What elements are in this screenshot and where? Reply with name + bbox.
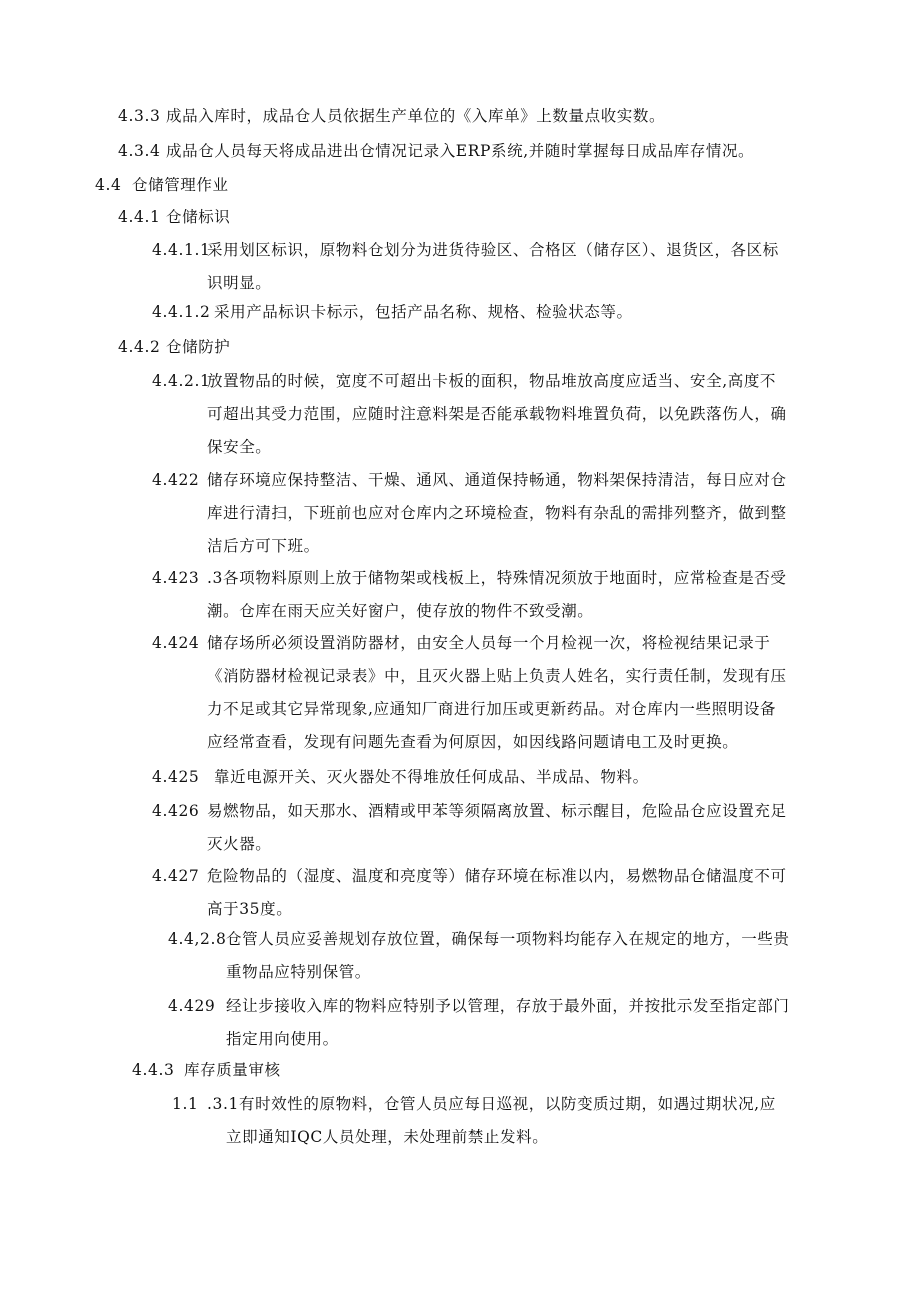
paragraph-text: 仓储标识 [166,208,231,226]
paragraph-text: 立即通知IQC人员处理，未处理前禁止发料。 [226,1128,549,1146]
section-number: 4.3.3 [118,107,161,125]
paragraph-text: 高于35度。 [207,900,293,918]
section-number: 4.4 [95,176,122,194]
paragraph-line [226,962,371,982]
paragraph-line [118,106,665,126]
paragraph-line [226,1029,339,1049]
section-number: 4.3.4 [118,142,161,160]
section-number: 4.4.1.2 [152,303,211,321]
paragraph-text: 指定用向使用。 [226,1030,339,1048]
paragraph-line [207,732,738,752]
paragraph-text: 仓管人员应妥善规划存放位置，确保每一项物料均能存入在规定的地方，一些贵 [226,930,790,948]
section-number: 4.4.1 [118,208,161,226]
paragraph-text: 重物品应特别保管。 [226,963,371,981]
paragraph-line [95,175,229,195]
paragraph-line [152,801,787,821]
section-number: 4.4.1.1 [152,241,211,259]
paragraph-text: 危险物品的（湿度、温度和亮度等）储存环境在标准以内，易燃物品仓储温度不可 [207,867,787,885]
paragraph-line [118,337,230,357]
paragraph-text: 成品入库时，成品仓人员依据生产单位的《入库单》上数量点收实数。 [166,107,666,125]
paragraph-line [152,240,779,260]
paragraph-text: 洁后方可下班。 [207,537,320,555]
section-number: 4.429 [168,997,216,1015]
paragraph-text: 保安全。 [207,438,272,456]
paragraph-line [207,404,787,424]
paragraph-line [132,1060,281,1080]
section-number: 4.422 [152,471,200,489]
paragraph-line [207,899,292,919]
paragraph-line [207,503,787,523]
paragraph-line [152,470,787,490]
paragraph-line [207,536,320,556]
paragraph-line [152,371,776,391]
section-number: 4.4.2 [118,338,161,356]
paragraph-line [168,929,790,949]
section-number: 4.4.3 [132,1061,175,1079]
paragraph-line [152,633,771,653]
paragraph-text: 成品仓人员每天将成品进出仓情况记录入ERP系统,并随时掌握每日成品库存情况。 [166,142,755,160]
paragraph-line [118,207,230,227]
paragraph-text: 库存质量审核 [184,1061,281,1079]
paragraph-text: 潮。仓库在雨天应关好窗户，使存放的物件不致受潮。 [207,602,594,620]
paragraph-line [152,866,787,886]
paragraph-text: 《消防器材检视记录表》中，且灭火器上贴上负责人姓名，实行责任制，发现有压 [207,667,787,685]
paragraph-text: 仓储防护 [166,338,231,356]
paragraph-line [152,568,787,588]
paragraph-text: 经让步接收入库的物料应特别予以管理，存放于最外面，并按批示发至指定部门 [226,997,790,1015]
paragraph-line [207,273,271,293]
paragraph-line [207,437,271,457]
paragraph-line [168,996,790,1016]
paragraph-line [152,767,649,787]
paragraph-text: 识明显。 [207,274,272,292]
paragraph-line [207,699,776,719]
paragraph-line [172,1094,776,1114]
section-number: 4.426 [152,802,200,820]
paragraph-line [118,141,754,161]
section-number: 4.4,2.8 [168,930,227,948]
paragraph-line [226,1127,548,1147]
paragraph-text: 易燃物品，如天那水、酒精或甲苯等须隔离放置、标示醒目，危险品仓应设置充足 [207,802,787,820]
paragraph-text: .3各项物料原则上放于储物架或栈板上，特殊情况须放于地面时，应常检查是否受 [207,569,787,587]
section-number: 4.4.2.1 [152,372,211,390]
paragraph-text: 放置物品的时候，宽度不可超出卡板的面积，物品堆放高度应适当、安全,高度不 [207,372,777,390]
section-number: 4.424 [152,634,200,652]
paragraph-text: 灭火器。 [207,835,272,853]
paragraph-line [207,834,271,854]
paragraph-line [152,302,633,322]
paragraph-text: 储存环境应保持整洁、干燥、通风、通道保持畅通，物料架保持清洁，每日应对仓 [207,471,787,489]
paragraph-text: 力不足或其它异常现象,应通知厂商进行加压或更新药品。对仓库内一些照明设备 [207,700,777,718]
paragraph-text: .3.1有时效性的原物料，仓管人员应每日巡视，以防变质过期，如遇过期状况,应 [207,1095,776,1113]
paragraph-text: 采用产品标识卡标示，包括产品名称、规格、检验状态等。 [214,303,633,321]
paragraph-text: 储存场所必须设置消防器材，由安全人员每一个月检视一次，将检视结果记录于 [207,634,771,652]
paragraph-text: 采用划区标识，原物料仓划分为进货待验区、合格区（储存区）、退货区，各区标 [207,241,779,259]
section-number: 4.425 [152,768,200,786]
section-number: 4.427 [152,867,200,885]
paragraph-text: 库进行清扫，下班前也应对仓库内之环境检查，物料有杂乱的需排列整齐，做到整 [207,504,787,522]
paragraph-line [207,666,787,686]
paragraph-text: 靠近电源开关、灭火器处不得堆放任何成品、半成品、物料。 [214,768,649,786]
paragraph-text: 可超出其受力范围，应随时注意料架是否能承载物料堆置负荷，以免跌落伤人，确 [207,405,787,423]
section-number: 1.1 [172,1095,199,1113]
section-number: 4.423 [152,569,200,587]
paragraph-text: 仓储管理作业 [132,176,229,194]
paragraph-text: 应经常查看，发现有问题先查看为何原因，如因线路问题请电工及时更换。 [207,733,739,751]
paragraph-line [207,601,593,621]
